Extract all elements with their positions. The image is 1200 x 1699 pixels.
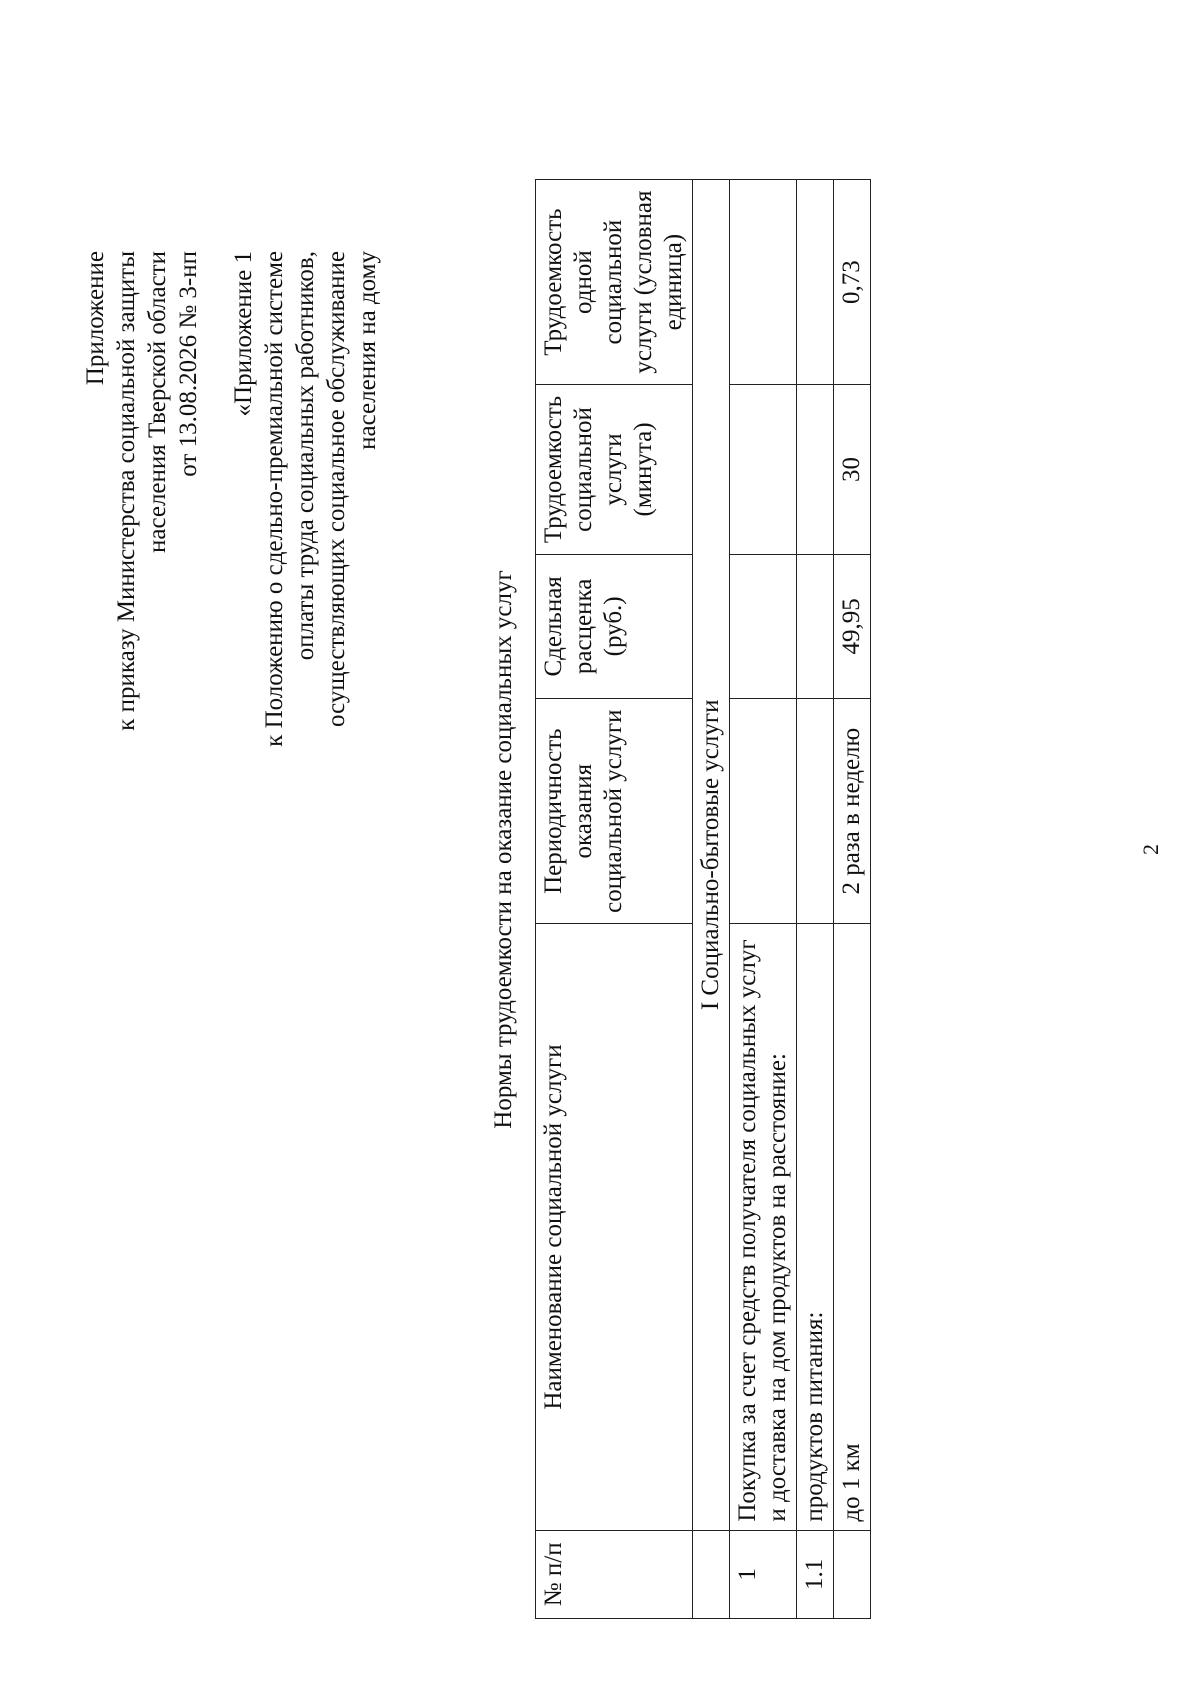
cell-period [797, 698, 834, 923]
appendix-header [80, 251, 383, 1399]
cell-name: до 1 км [834, 924, 871, 1530]
cell-unit [797, 180, 834, 385]
table-row [834, 180, 871, 1619]
header-line: к Положению о сдельно-премиальной системе [261, 251, 288, 747]
section-row [693, 180, 730, 1619]
header-line: населения на дому [354, 251, 381, 450]
cell-name: продуктов питания: [797, 924, 834, 1530]
header-name: Наименование социальной услуги [536, 924, 693, 1530]
table-row [730, 180, 797, 1619]
appendix-header-order [80, 251, 204, 1399]
header-line: к приказу Министерства социальной защиты [113, 251, 140, 731]
cell-name: Покупка за счет средств получателя социальных услуг и доставка на дом продуктов на расстояние: [730, 924, 797, 1530]
cell-minutes [730, 385, 797, 555]
header-line: осуществляющих социальное обслуживание [323, 251, 350, 728]
norms-table [535, 179, 871, 1619]
cell-unit [730, 180, 797, 385]
section-title: I Социально-бытовые услуги [693, 180, 730, 1531]
header-line: от 13.08.2026 № 3-нп [175, 251, 202, 477]
header-line: Приложение [82, 251, 109, 386]
header-line: населения Тверской области [144, 251, 171, 554]
appendix-header-regulation [228, 251, 383, 1399]
cell-num: 1.1 [797, 1530, 834, 1618]
cell-unit: 0,73 [834, 180, 871, 385]
header-line: «Приложение 1 [230, 251, 257, 417]
cell-rate: 49,95 [834, 554, 871, 698]
header-line: оплаты труда социальных работников, [292, 251, 319, 661]
cell-rate [797, 554, 834, 698]
header-unit: Трудоемкость одной социальной услуги (условная единица) [536, 180, 693, 385]
table-row [797, 180, 834, 1619]
cell-period [730, 698, 797, 923]
document-title: Нормы трудоемкости на оказание социальных услуг [490, 570, 517, 1129]
header-num: № п/п [536, 1530, 693, 1618]
header-minutes: Трудоемкость социальной услуги (минута) [536, 385, 693, 555]
cell-num: 1 [730, 1530, 797, 1618]
header-period: Периодичность оказания социальной услуги [536, 698, 693, 923]
cell-period: 2 раза в неделю [834, 698, 871, 923]
page-number: 2 [1138, 844, 1163, 855]
table-header-row [536, 180, 693, 1619]
cell-minutes [797, 385, 834, 555]
section-num-cell [693, 1530, 730, 1618]
cell-num [834, 1530, 871, 1618]
header-rate: Сдельная расценка (руб.) [536, 554, 693, 698]
cell-minutes: 30 [834, 385, 871, 555]
cell-rate [730, 554, 797, 698]
